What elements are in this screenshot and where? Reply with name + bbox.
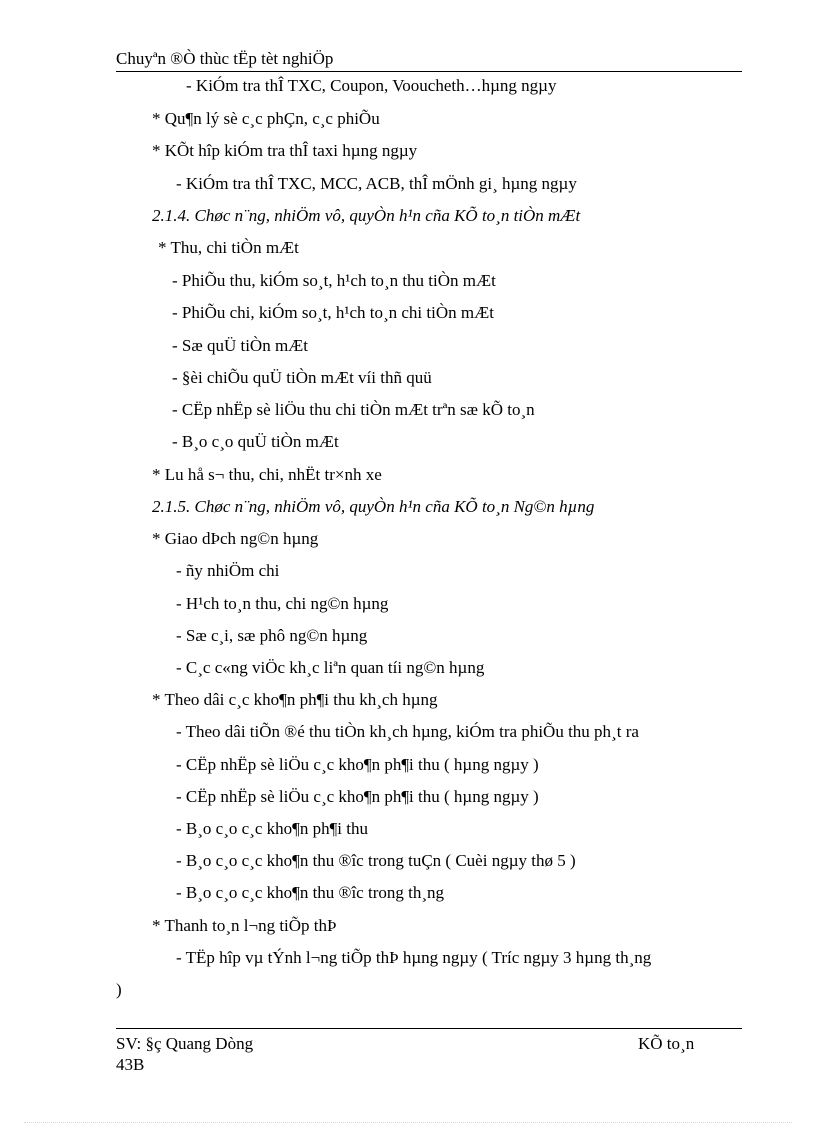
body-line: * Thanh to¸n l¬ng tiÕp thÞ [152,916,337,935]
body-line: - §èi chiÕu quÜ tiÒn mÆt víi thñ quü [172,368,432,387]
body-line: - Sæ quÜ tiÒn mÆt [172,336,309,355]
body-line: - B¸o c¸o quÜ tiÒn mÆt [172,432,339,451]
header-rule [116,71,742,72]
body-line: - Theo dâi tiÕn ®é thu tiÒn kh¸ch hµng, kiÓm tra phiÕu thu ph¸t ra [176,722,639,741]
body-line: * Giao dÞch ng©n hµng [152,529,319,548]
body-line: - KiÓm tra thÎ TXC, MCC, ACB, thÎ mÖnh gi¸ hµng ngµy [176,174,577,193]
footer-rule [116,1028,742,1029]
body-line: * Qu¶n lý sè c¸c phÇn, c¸c phiÕu [152,109,380,128]
body-line: - C¸c c«ng viÖc kh¸c liªn quan tíi ng©n hµng [176,658,485,677]
body-line: - H¹ch to¸n thu, chi ng©n hµng [176,594,389,613]
body-line: - B¸o c¸o c¸c kho¶n thu ®îc trong th¸ng [176,883,444,902]
body-line: - CËp nhËp sè liÖu thu chi tiÒn mÆt trªn sæ kÕ to¸n [172,400,535,419]
body-line: - ñy nhiÖm chi [176,561,280,580]
section-heading: 2.1.4. Chøc n¨ng, nhiÖm vô, quyÒn h¹n cña KÕ to¸n tiÒn mÆt [152,206,581,225]
body-line: - CËp nhËp sè liÖu c¸c kho¶n ph¶i thu ( hµng ngµy ) [176,755,539,774]
body-line: - PhiÕu thu, kiÓm so¸t, h¹ch to¸n thu tiÒn mÆt [172,271,496,290]
body-line: - PhiÕu chi, kiÓm so¸t, h¹ch to¸n chi tiÒn mÆt [172,303,494,322]
body-line: - B¸o c¸o c¸c kho¶n thu ®îc trong tuÇn ( Cuèi ngµy thø 5 ) [176,851,576,870]
body-line: * KÕt hîp kiÓm tra thÎ taxi hµng ngµy [152,141,418,160]
body-line: * Lu hå s¬ thu, chi, nhËt tr×nh xe [152,465,382,484]
body-line: * Thu, chi tiÒn mÆt [158,238,299,257]
footer-class-code: 43B [116,1055,145,1074]
page-header-title: Chuyªn ®Ò thùc tËp tèt nghiÖp [116,49,334,68]
footer-department: KÕ to¸n [638,1034,695,1053]
footer-author: SV: §ç Quang Dòng [116,1034,254,1053]
body-line: - CËp nhËp sè liÖu c¸c kho¶n ph¶i thu ( hµng ngµy ) [176,787,539,806]
body-line: - TËp hîp vµ tÝnh l¬ng tiÕp thÞ hµng ngµy ( Tríc ngµy 3 hµng th¸ng [176,948,652,967]
body-line: * Theo dâi c¸c kho¶n ph¶i thu kh¸ch hµng [152,690,438,709]
body-line: ) [116,980,122,999]
body-line: - B¸o c¸o c¸c kho¶n ph¶i thu [176,819,368,838]
section-heading: 2.1.5. Chøc n¨ng, nhiÖm vô, quyÒn h¹n cña KÕ to¸n Ng©n hµng [152,497,595,516]
body-line: - KiÓm tra thÎ TXC, Coupon, Vooucheth…hµng ngµy [186,76,557,95]
body-line: - Sæ c¸i, sæ phô ng©n hµng [176,626,368,645]
